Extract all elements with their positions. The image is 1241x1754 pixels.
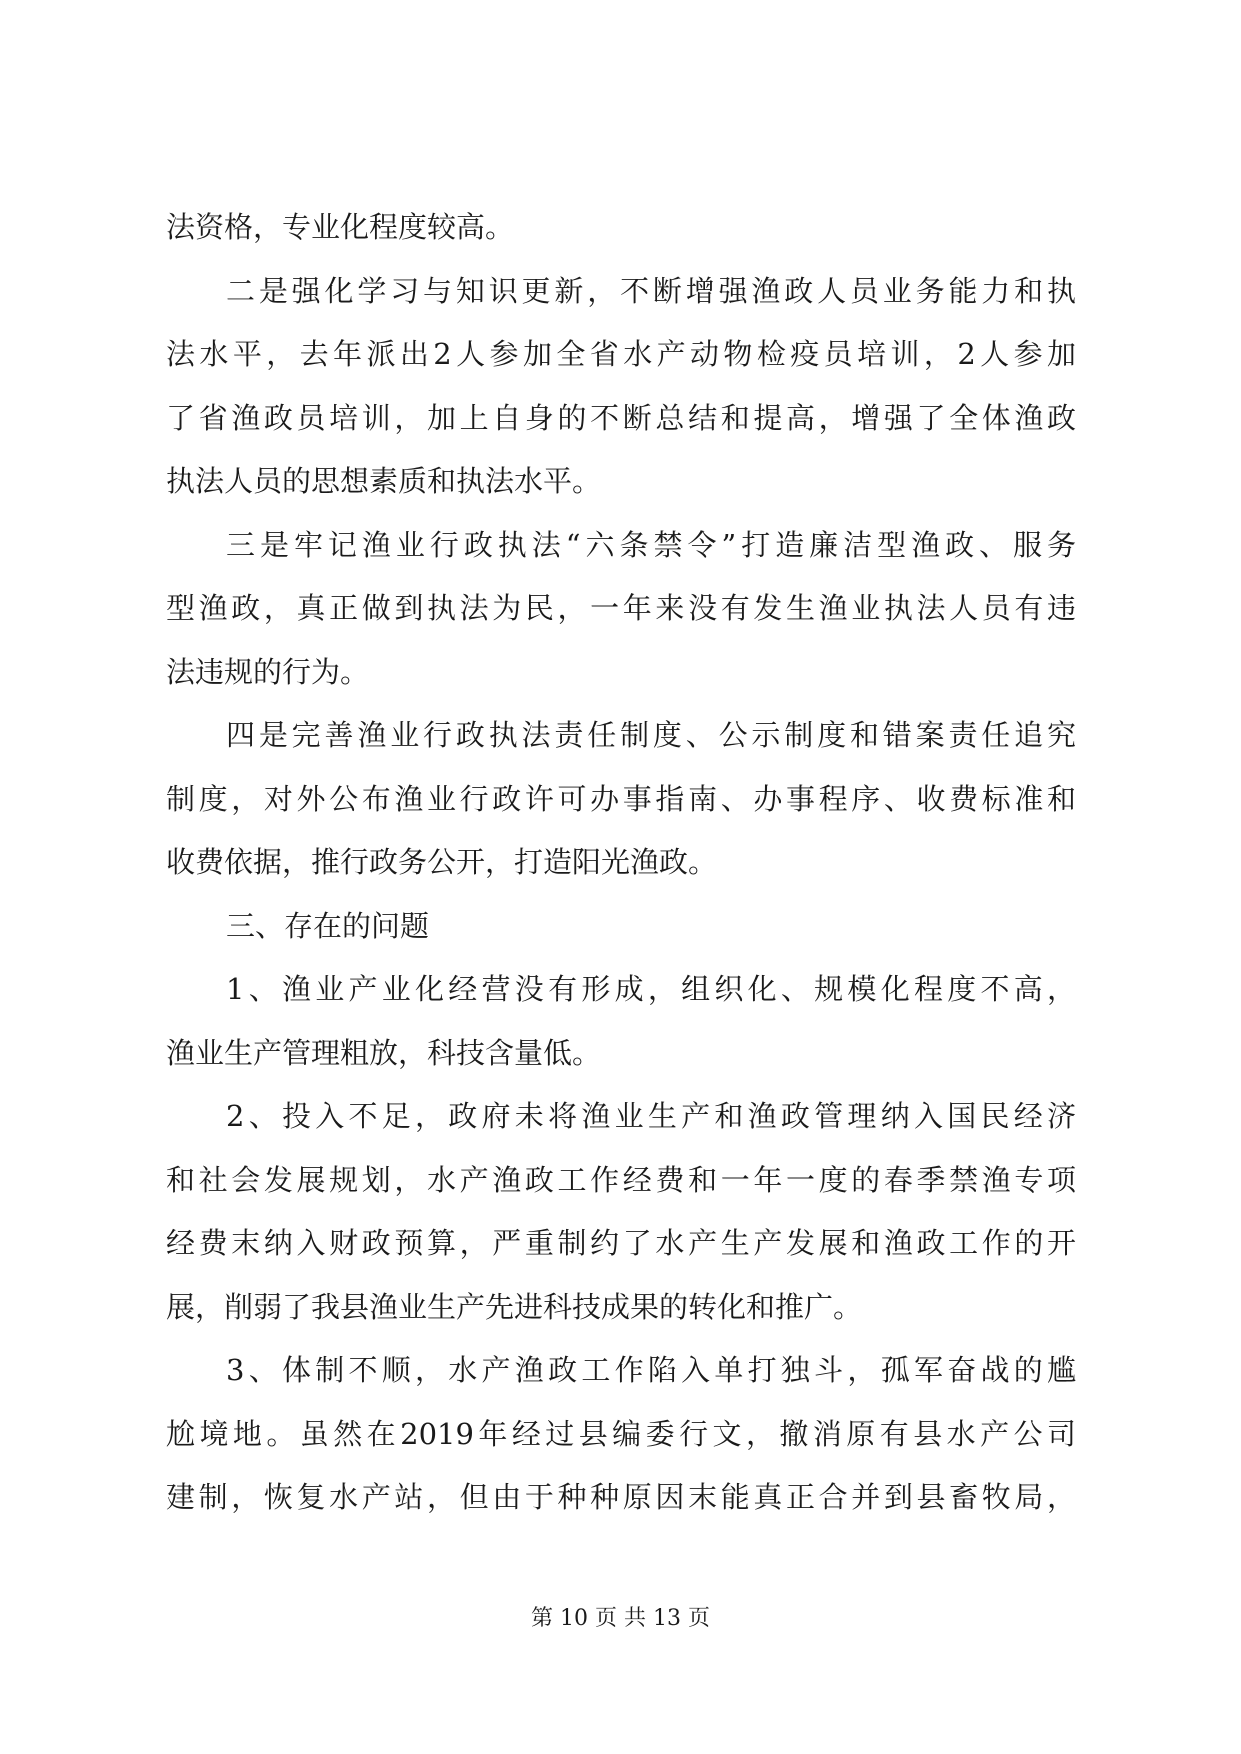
- page-footer: 第 10 页 共 13 页: [531, 1606, 710, 1631]
- text-line: 制度，对外公布渔业行政许可办事指南、办事程序、收费标准和: [166, 781, 1076, 816]
- text-line: 执法人员的思想素质和执法水平。: [166, 464, 602, 498]
- text-line: 型渔政，真正做到执法为民，一年来没有发生渔业执法人员有违: [166, 591, 1076, 625]
- text-line: 收费依据，推行政务公开，打造阳光渔政。: [166, 845, 718, 879]
- text-line: 建制，恢复水产站，但由于种种原因末能真正合并到县畜牧局，: [166, 1480, 1076, 1514]
- text-line: 3、体制不顺，水产渔政工作陷入单打独斗，孤军奋战的尴: [226, 1353, 1076, 1387]
- text-line: 尬境地。虽然在2019年经过县编委行文，撤消原有县水产公司: [166, 1416, 1076, 1451]
- text-line: 1、渔业产业化经营没有形成，组织化、规模化程度不高，: [226, 972, 1076, 1006]
- text-line: 法资格，专业化程度较高。: [166, 210, 515, 244]
- text-line: 三是牢记渔业行政执法“六条禁令”打造廉洁型渔政、服务: [226, 527, 1076, 562]
- text-line: 三、存在的问题: [226, 908, 430, 943]
- document-body: [166, 196, 1076, 1530]
- text-line: 经费末纳入财政预算，严重制约了水产生产发展和渔政工作的开: [166, 1226, 1076, 1260]
- text-line: 展，削弱了我县渔业生产先进科技成果的转化和推广。: [166, 1289, 863, 1324]
- text-line: 四是完善渔业行政执法责任制度、公示制度和错案责任追究: [226, 718, 1076, 752]
- text-line: 渔业生产管理粗放，科技含量低。: [166, 1035, 602, 1070]
- text-line: 二是强化学习与知识更新，不断增强渔政人员业务能力和执: [226, 273, 1076, 308]
- text-line: 法水平，去年派出2人参加全省水产动物检疫员培训，2人参加: [166, 337, 1076, 371]
- text-line: 和社会发展规划，水产渔政工作经费和一年一度的春季禁渔专项: [166, 1162, 1076, 1197]
- text-line: 法违规的行为。: [166, 654, 370, 689]
- text-line: 了省渔政员培训，加上自身的不断总结和提高，增强了全体渔政: [166, 400, 1076, 435]
- text-line: 2、投入不足，政府未将渔业生产和渔政管理纳入国民经济: [226, 1099, 1076, 1133]
